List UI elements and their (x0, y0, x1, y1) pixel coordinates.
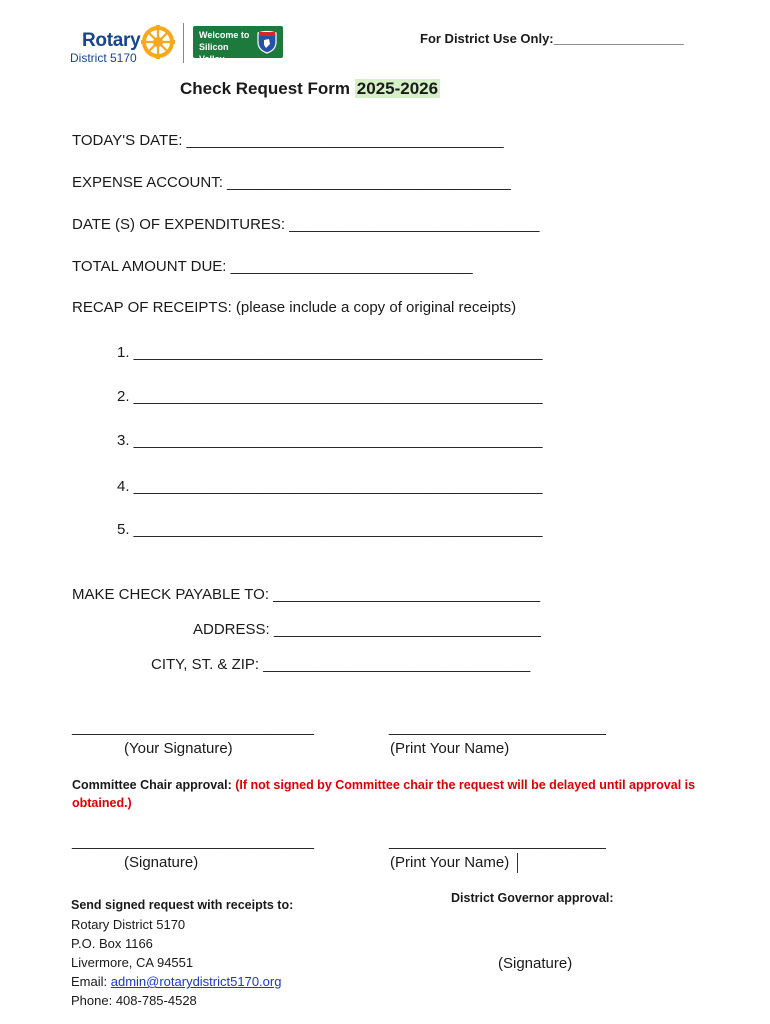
text-cursor (517, 853, 518, 873)
committee-approval-label: Committee Chair approval: (72, 778, 232, 792)
total-amount-due-field[interactable]: TOTAL AMOUNT DUE: _____________________________ (72, 258, 473, 275)
address-field[interactable]: ADDRESS: ________________________________ (193, 621, 541, 638)
expense-account-field[interactable]: EXPENSE ACCOUNT: __________________________________ (72, 174, 511, 191)
recap-of-receipts-label: RECAP OF RECEIPTS: (please include a copy of original receipts) (72, 299, 517, 316)
city-state-zip-field[interactable]: CITY, ST. & ZIP: ________________________________ (151, 656, 531, 673)
your-signature-line[interactable]: _____________________________ (72, 719, 314, 736)
committee-print-name-line[interactable]: __________________________ (389, 833, 606, 850)
rotary-wheel-icon (141, 25, 175, 59)
receipt-line-2[interactable]: 2. _________________________________________________ (117, 388, 543, 405)
welcome-silicon-valley-logo (193, 26, 283, 64)
send-to-heading: Send signed request with receipts to: (71, 898, 294, 912)
receipt-line-5[interactable]: 5. _________________________________________________ (117, 521, 543, 538)
send-to-line: Rotary District 5170 (71, 917, 186, 932)
highway-shield-icon (257, 30, 277, 54)
your-signature-caption: (Your Signature) (124, 740, 233, 757)
title-text: Check Request Form (180, 79, 351, 98)
send-to-line: Livermore, CA 94551 (71, 955, 194, 970)
print-your-name-caption-2: (Print Your Name) (390, 854, 510, 871)
logo-divider (183, 23, 184, 63)
print-name-line[interactable]: __________________________ (389, 719, 606, 736)
rotary-logo-text: Rotary (82, 30, 141, 51)
committee-signature-line[interactable]: _____________________________ (72, 833, 314, 850)
receipt-line-3[interactable]: 3. _________________________________________________ (117, 432, 543, 449)
print-your-name-caption: (Print Your Name) (390, 740, 510, 757)
page-title (180, 79, 440, 99)
send-to-email-row (71, 972, 293, 991)
send-to-phone: Phone: 408-785-4528 (71, 993, 197, 1008)
district-governor-approval-label: District Governor approval: (451, 891, 614, 905)
email-link[interactable]: admin@rotarydistrict5170.org (110, 974, 282, 989)
send-to-address-block (71, 896, 293, 1010)
make-check-payable-field[interactable]: MAKE CHECK PAYABLE TO: ________________________________ (72, 586, 541, 603)
title-year: 2025-2026 (356, 79, 439, 98)
send-to-line: P.O. Box 1166 (71, 936, 153, 951)
committee-approval-note (72, 776, 702, 812)
committee-warning-text: (If not signed by Committee chair the request will be delayed until approval is obtained.) (72, 778, 696, 810)
signature-caption: (Signature) (124, 854, 199, 871)
governor-signature-caption: (Signature) (498, 955, 573, 972)
receipt-line-1[interactable]: 1. _________________________________________________ (117, 344, 543, 361)
district-use-only-label: For District Use Only:__________________ (420, 31, 684, 46)
welcome-logo-text: Welcome to Silicon Valley (199, 30, 250, 64)
rotary-district-text: District 5170 (70, 51, 137, 65)
dates-of-expenditures-field[interactable]: DATE (S) OF EXPENDITURES: ______________________________ (72, 216, 540, 233)
receipt-line-4[interactable]: 4. _________________________________________________ (117, 478, 543, 495)
todays-date-field[interactable]: TODAY'S DATE: ______________________________________ (72, 132, 504, 149)
email-label: Email: (71, 974, 111, 989)
